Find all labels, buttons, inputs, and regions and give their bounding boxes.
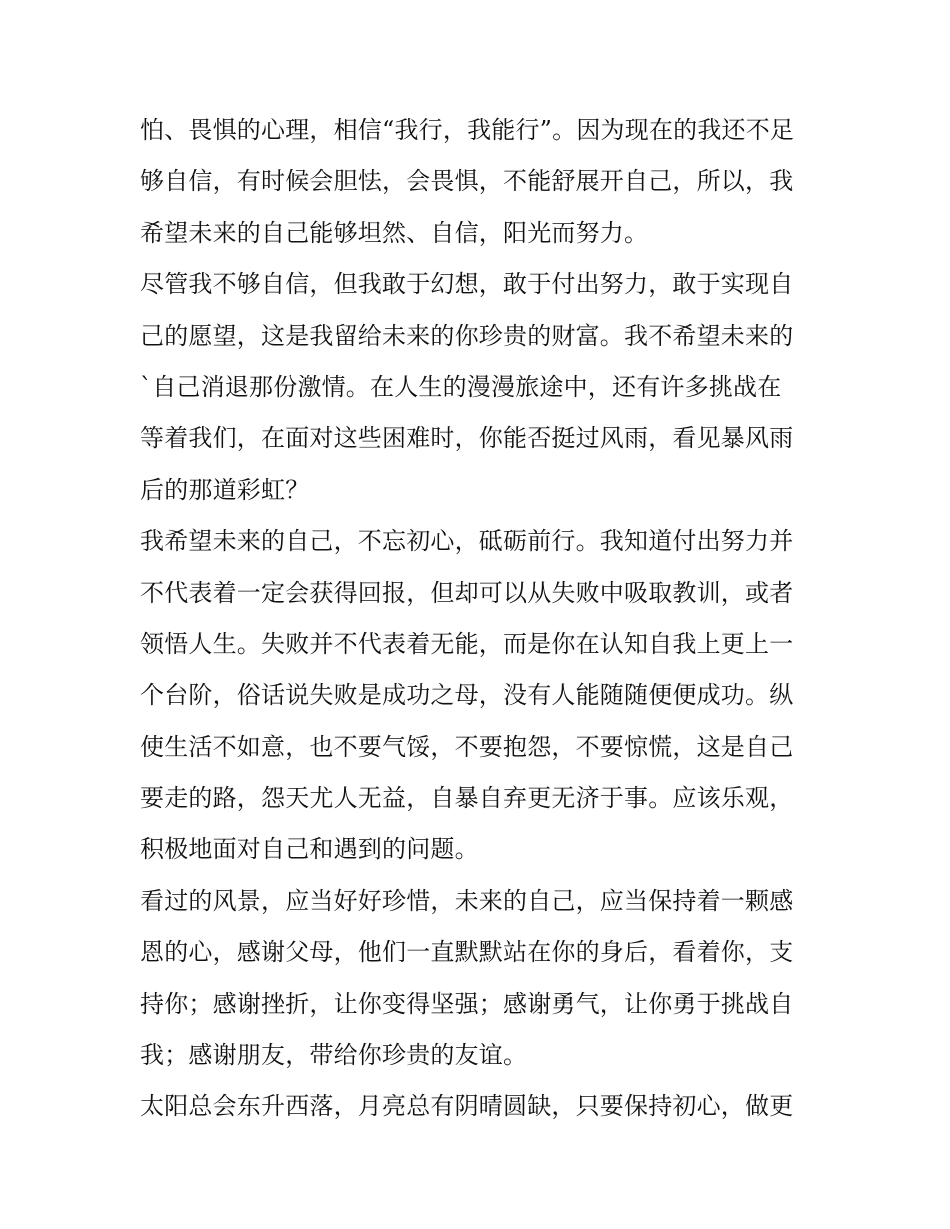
text-line: 使生活不如意，也不要气馁，不要抱怨，不要惊慌，这是自己: [140, 732, 794, 761]
text-line: 尽管我不够自信，但我敢于幻想，敢于付出努力，敢于实现自: [140, 270, 794, 299]
text-line: 我希望未来的自己，不忘初心，砥砺前行。我知道付出努力并: [140, 527, 794, 556]
text-line: 怕、畏惧的心理，相信“我行，我能行”。因为现在的我还不足: [140, 116, 795, 144]
text-line: 积极地面对自己和遇到的问题。: [140, 835, 479, 864]
text-line: 不代表着一定会获得回报，但却可以从失败中吸取教训，或者: [140, 578, 794, 607]
text-line: 希望未来的自己能够坦然、自信，阳光而努力。: [140, 218, 649, 247]
text-line: 要走的路，怨天尤人无益，自暴自弃更无济于事。应该乐观，: [140, 784, 794, 813]
text-line: 等着我们，在面对这些困难时，你能否挺过风雨，看见暴风雨: [140, 424, 794, 453]
text-line: 太阳总会东升西落，月亮总有阴晴圆缺，只要保持初心，做更: [140, 1092, 794, 1121]
text-line: 我；感谢朋友，带给你珍贵的友谊。: [140, 1041, 528, 1070]
text-line: 够自信，有时候会胆怯，会畏惧，不能舒展开自己，所以，我: [140, 167, 794, 196]
text-line: 领悟人生。失败并不代表着无能，而是你在认知自我上更上一: [140, 629, 794, 658]
text-line: 后的那道彩虹？: [140, 475, 310, 504]
text-line: `自己消退那份激情。在人生的漫漫旅途中，还有许多挑战在: [140, 372, 782, 401]
document-body: [140, 105, 820, 1133]
text-line: 恩的心，感谢父母，他们一直默默站在你的身后，看着你，支: [140, 938, 794, 967]
text-line: 持你；感谢挫折，让你变得坚强；感谢勇气，让你勇于挑战自: [140, 989, 794, 1018]
text-line: 个台阶，俗话说失败是成功之母，没有人能随随便便成功。纵: [140, 681, 794, 710]
text-line: 己的愿望，这是我留给未来的你珍贵的财富。我不希望未来的: [140, 321, 794, 350]
text-line: 看过的风景，应当好好珍惜，未来的自己，应当保持着一颗感: [140, 886, 794, 915]
